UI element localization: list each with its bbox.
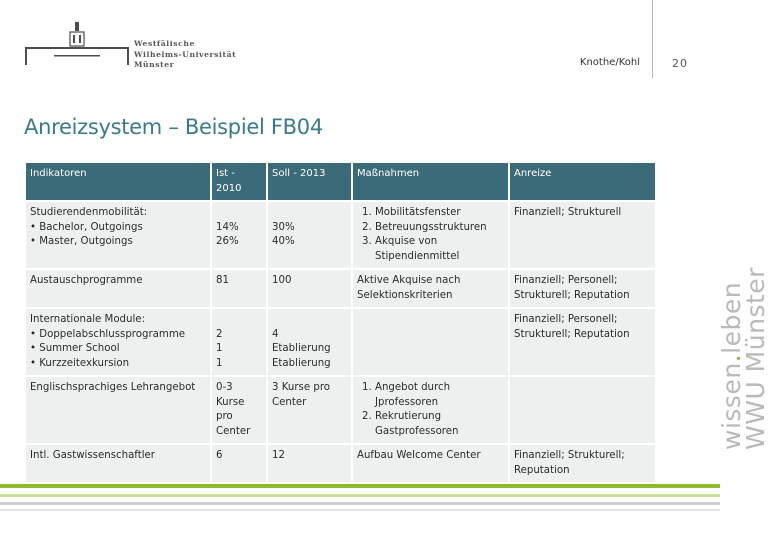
indicator-line: • Kurzzeitexkursion bbox=[30, 357, 130, 369]
table-row bbox=[26, 445, 655, 482]
brand-wwu: WWU Münster bbox=[741, 267, 770, 450]
soll-line bbox=[272, 313, 347, 328]
cell-indicator: Intl. Gastwissenschaftler bbox=[26, 445, 210, 482]
ist-line: 26% bbox=[216, 236, 239, 247]
ist-line bbox=[216, 313, 262, 328]
indicator-line: • Master, Outgoings bbox=[30, 236, 133, 247]
page-number: 20 bbox=[672, 57, 688, 70]
brand-dot: . bbox=[717, 353, 746, 363]
table-row bbox=[26, 202, 655, 268]
cell-massnahmen bbox=[353, 202, 508, 268]
cell-anreize: Finanziell; Strukturell bbox=[510, 202, 655, 268]
table-row bbox=[26, 270, 655, 307]
cell-indicator bbox=[26, 202, 210, 268]
ist-line: 1 bbox=[216, 343, 223, 354]
ist-line: 1 bbox=[216, 357, 223, 369]
header-massnahmen: Maßnahmen bbox=[353, 163, 508, 200]
cell-anreize: Finanziell; Personell; Strukturell; Reputation bbox=[510, 309, 655, 375]
soll-line bbox=[272, 206, 347, 221]
incentive-table bbox=[24, 161, 657, 484]
soll-line: 30% bbox=[272, 221, 295, 233]
cell-ist: 81 bbox=[212, 270, 266, 307]
table-row bbox=[26, 309, 655, 375]
cell-anreize: Finanziell; Strukturell; Reputation bbox=[510, 445, 655, 482]
indicator-line: Internationale Module: bbox=[30, 314, 146, 325]
cell-soll bbox=[268, 309, 351, 375]
header-soll: Soll - 2013 bbox=[268, 163, 351, 200]
header-indikatoren: Indikatoren bbox=[26, 163, 210, 200]
cell-massnahmen: Aktive Akquise nach Selektionskriterien bbox=[353, 270, 508, 307]
massnahme-item: 1. Mobilitätsfenster bbox=[375, 206, 504, 221]
side-brand bbox=[717, 267, 770, 450]
ist-line bbox=[216, 206, 262, 221]
cell-soll: 3 Kurse pro Center bbox=[268, 377, 351, 443]
university-name-line: Münster bbox=[134, 60, 175, 69]
cell-massnahmen bbox=[353, 309, 508, 375]
soll-line: 4 bbox=[272, 328, 279, 340]
brand-word-leben: leben bbox=[717, 281, 746, 354]
cell-indicator: Englischsprachiges Lehrangebot bbox=[26, 377, 210, 443]
table-row bbox=[26, 377, 655, 443]
header-ist-label: Ist - 2010 bbox=[216, 168, 242, 194]
soll-line: 40% bbox=[272, 236, 295, 247]
ist-line: 14% bbox=[216, 221, 239, 233]
header-ist bbox=[212, 163, 266, 200]
footer-bar-green bbox=[0, 484, 720, 488]
cell-indicator bbox=[26, 309, 210, 375]
university-name bbox=[134, 39, 236, 71]
header-anreize: Anreize bbox=[510, 163, 655, 200]
soll-line: Etablierung bbox=[272, 357, 331, 369]
massnahmen-list bbox=[357, 206, 504, 264]
slide-title: Anreizsystem – Beispiel FB04 bbox=[24, 115, 323, 139]
indicator-line: • Doppelabschlussprogramme bbox=[30, 328, 186, 340]
indicator-line: • Summer School bbox=[30, 343, 120, 354]
cell-soll bbox=[268, 202, 351, 268]
massnahme-item: 2. Rekrutierung Gastprofessoren bbox=[375, 410, 504, 439]
cell-ist: 6 bbox=[212, 445, 266, 482]
massnahme-item: 3. Akquise von Stipendienmittel bbox=[375, 235, 504, 264]
soll-line: Etablierung bbox=[272, 343, 331, 354]
university-name-line: Westfälische bbox=[134, 39, 195, 48]
cell-massnahmen: Aufbau Welcome Center bbox=[353, 445, 508, 482]
author-label: Knothe/Kohl bbox=[579, 57, 640, 68]
header-divider bbox=[652, 0, 653, 78]
indicator-line: Studierendenmobilität: bbox=[30, 207, 148, 218]
cell-anreize bbox=[510, 377, 655, 443]
brand-word-wissen: wissen bbox=[717, 362, 746, 450]
cell-ist bbox=[212, 202, 266, 268]
cell-soll: 12 bbox=[268, 445, 351, 482]
massnahme-item: 2. Betreuungsstrukturen bbox=[375, 221, 504, 236]
massnahme-item: 1. Angebot durch Jprofessoren bbox=[375, 381, 504, 410]
indicator-line: • Bachelor, Outgoings bbox=[30, 221, 143, 233]
cell-soll: 100 bbox=[268, 270, 351, 307]
table-header-row bbox=[26, 163, 655, 200]
university-name-line: Wilhelms-Universität bbox=[134, 49, 237, 59]
cell-ist: 0-3 Kurse pro Center bbox=[212, 377, 266, 443]
footer-bar-light-gray bbox=[0, 509, 720, 511]
footer-bar-gray bbox=[0, 502, 720, 505]
cell-indicator: Austauschprogramme bbox=[26, 270, 210, 307]
cell-ist bbox=[212, 309, 266, 375]
massnahmen-list bbox=[357, 381, 504, 439]
footer-bar-light-green bbox=[0, 494, 720, 497]
cell-massnahmen bbox=[353, 377, 508, 443]
cell-anreize: Finanziell; Personell; Strukturell; Reputation bbox=[510, 270, 655, 307]
ist-line: 2 bbox=[216, 328, 223, 340]
